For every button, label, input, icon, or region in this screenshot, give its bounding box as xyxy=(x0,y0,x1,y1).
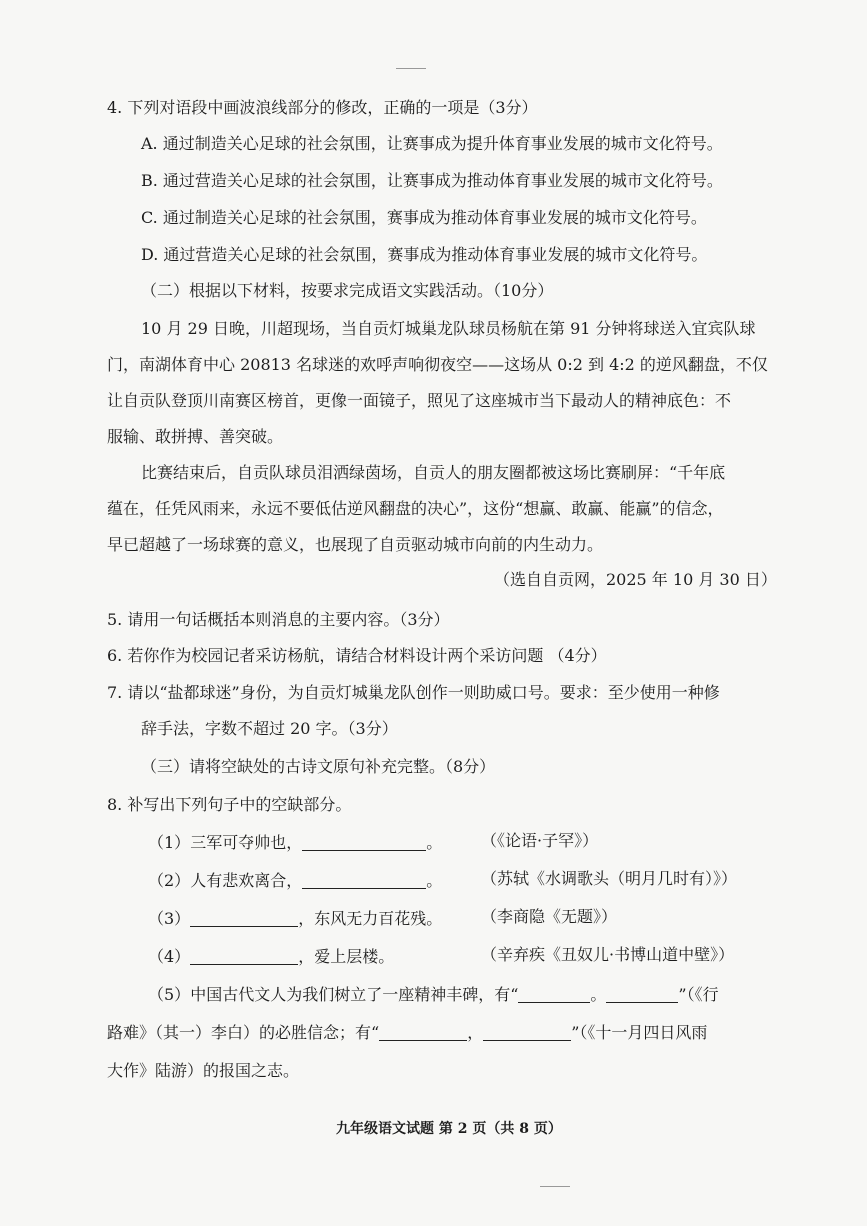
answer-blank[interactable] xyxy=(483,1024,571,1041)
poem-item-5-line2 xyxy=(107,1023,707,1043)
answer-blank[interactable] xyxy=(190,910,298,927)
news-para1-line2: 门，南湖体育中心 20813 名球迷的欢呼声响彻夜空——这场从 0:2 到 4:2 的逆风翻盘，不仅 xyxy=(107,355,768,374)
item-number: （3） xyxy=(148,909,191,928)
item-text-after: ，爱上层楼。 xyxy=(298,947,395,966)
news-para2-line2: 蕴在，任凭风雨来，永远不要低估逆风翻盘的决心”，这份“想赢、敢赢、能赢”的信念， xyxy=(107,499,724,518)
item5-text-3: ”（《行 xyxy=(678,985,719,1004)
q8: 8. 补写出下列句子中的空缺部分。 xyxy=(107,795,352,814)
poem-item-5-line1 xyxy=(148,985,719,1005)
answer-blank[interactable] xyxy=(190,948,298,965)
item-number: （4） xyxy=(148,947,191,966)
item-text-before: 人有悲欢离合， xyxy=(190,871,303,890)
q5: 5. 请用一句话概括本则消息的主要内容。（3分） xyxy=(107,610,450,629)
news-source: （选自自贡网，2025 年 10 月 30 日） xyxy=(494,570,777,589)
answer-blank[interactable] xyxy=(302,872,426,889)
news-para1-line1: 10 月 29 日晚，川超现场，当自贡灯城巢龙队球员杨航在第 91 分钟将球送入宜宾队球 xyxy=(141,319,756,338)
news-para1-line3: 让自贡队登顶川南赛区榜首，更像一面镜子，照见了这座城市当下最动人的精神底色：不 xyxy=(107,391,732,410)
q4-option-b: B. 通过营造关心足球的社会氛围，让赛事成为推动体育事业发展的城市文化符号。 xyxy=(141,171,723,190)
answer-blank[interactable] xyxy=(379,1024,467,1041)
q6: 6. 若你作为校园记者采访杨航，请结合材料设计两个采访问题 （4分） xyxy=(107,646,607,665)
item-text-after: 。 xyxy=(426,833,443,852)
news-para1-line4: 服输、敢拼搏、善突破。 xyxy=(107,427,284,446)
item-text-after: 。 xyxy=(426,871,443,890)
item5-text-6: ”（《十一月四日风雨 xyxy=(571,1023,708,1042)
item5-text-1: 中国古代文人为我们树立了一座精神丰碑，有“ xyxy=(190,985,519,1004)
q4-option-d: D. 通过营造关心足球的社会氛围，赛事成为推动体育事业发展的城市文化符号。 xyxy=(141,245,708,264)
q7-line2: 辞手法，字数不超过 20 字。（3分） xyxy=(141,719,398,738)
answer-blank[interactable] xyxy=(302,834,426,851)
section3-heading: （三）请将空缺处的古诗文原句补充完整。（8分） xyxy=(141,757,496,776)
poem-item-2-source: （苏轼《水调歌头（明月几时有）》） xyxy=(481,869,738,888)
item-number: （5） xyxy=(148,985,191,1004)
poem-item-4-source: （辛弃疾《丑奴儿·书博山道中壁》） xyxy=(481,945,735,964)
q4-option-c: C. 通过制造关心足球的社会氛围，赛事成为推动体育事业发展的城市文化符号。 xyxy=(141,208,707,227)
item5-text-5: ， xyxy=(467,1023,484,1042)
item5-text-4: 路难》（其一）李白）的必胜信念；有“ xyxy=(107,1023,380,1042)
section2-heading: （二）根据以下材料，按要求完成语文实践活动。（10分） xyxy=(141,281,554,300)
bottom-scan-mark xyxy=(540,1186,570,1187)
poem-item-5-line3: 大作》陆游）的报国之志。 xyxy=(107,1061,300,1080)
item-text-before: 三军可夺帅也， xyxy=(190,833,303,852)
q4-option-a: A. 通过制造关心足球的社会氛围，让赛事成为提升体育事业发展的城市文化符号。 xyxy=(141,134,723,153)
poem-item-1-source: （《论语·子罕》） xyxy=(481,831,599,850)
q4-stem: 4. 下列对语段中画波浪线部分的修改，正确的一项是（3分） xyxy=(107,98,538,117)
poem-item-1 xyxy=(148,833,442,853)
item-number: （1） xyxy=(148,833,191,852)
poem-item-3-source: （李商隐《无题》） xyxy=(481,907,618,926)
item5-text-2: 。 xyxy=(590,985,607,1004)
answer-blank[interactable] xyxy=(606,986,678,1003)
top-scan-mark xyxy=(396,68,426,69)
page-footer: 九年级语文试题 第 2 页（共 8 页） xyxy=(336,1121,562,1137)
poem-item-4 xyxy=(148,947,394,967)
answer-blank[interactable] xyxy=(518,986,590,1003)
news-para2-line1: 比赛结束后，自贡队球员泪洒绿茵场，自贡人的朋友圈都被这场比赛刷屏：“千年底 xyxy=(141,463,726,482)
q7-line1: 7. 请以“盐都球迷”身份，为自贡灯城巢龙队创作一则助威口号。要求：至少使用一种修 xyxy=(107,683,720,702)
item-text-after: ，东风无力百花残。 xyxy=(298,909,443,928)
poem-item-2 xyxy=(148,871,442,891)
news-para2-line3: 早已超越了一场球赛的意义，也展现了自贡驱动城市向前的内生动力。 xyxy=(107,535,604,554)
poem-item-3 xyxy=(148,909,442,929)
item-number: （2） xyxy=(148,871,191,890)
